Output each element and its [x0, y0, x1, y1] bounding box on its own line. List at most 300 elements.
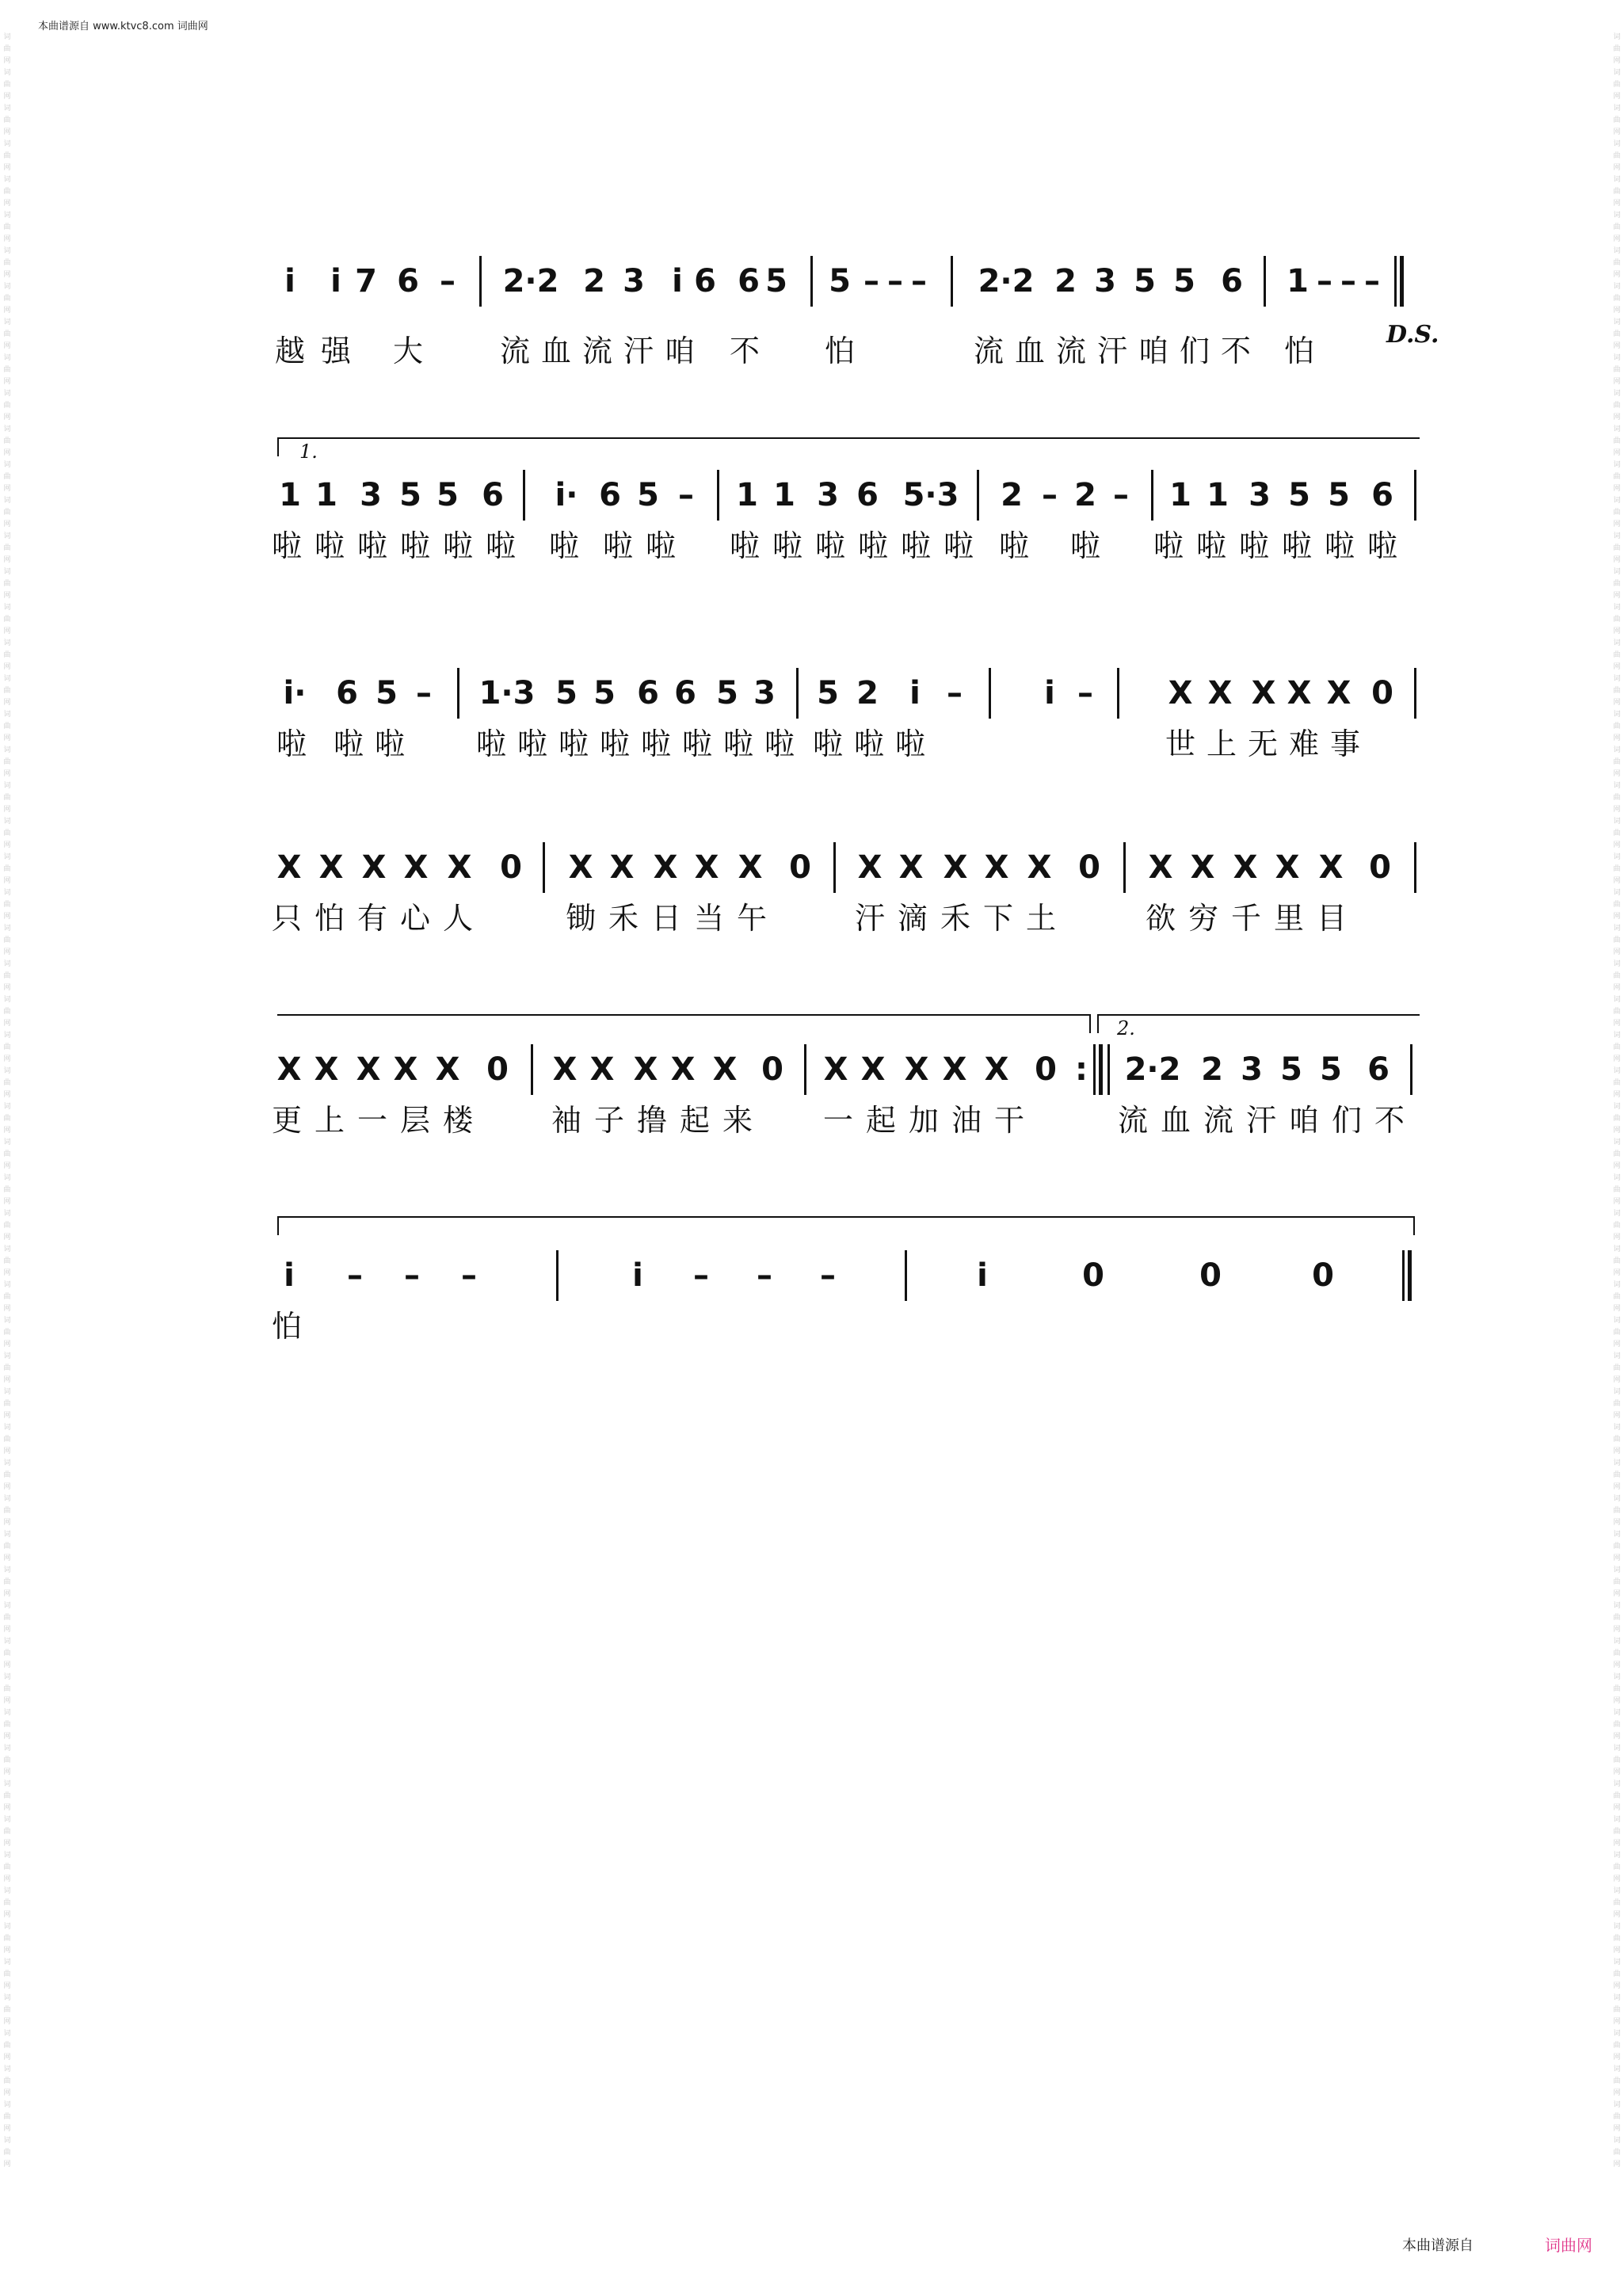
lyric: 血 — [1160, 1103, 1191, 1138]
side-watermark-char: 曲 — [3, 544, 11, 552]
side-watermark-char: 网 — [1613, 592, 1621, 600]
note: X — [694, 849, 719, 886]
barline — [977, 470, 979, 521]
lyric: 啦 — [485, 528, 517, 563]
side-watermark-char: 词 — [1613, 532, 1621, 540]
side-watermark-char: 词 — [3, 1531, 11, 1539]
side-watermark-char: 词 — [1613, 1139, 1621, 1146]
side-watermark-char: 曲 — [1613, 1150, 1621, 1158]
side-watermark-char: 网 — [3, 1554, 11, 1562]
side-watermark-char: 词 — [1613, 497, 1621, 505]
note: X — [403, 849, 429, 886]
side-watermark-char: 曲 — [3, 651, 11, 659]
note: X — [1251, 675, 1276, 711]
side-watermark-char: 词 — [3, 1923, 11, 1931]
note: 5 — [1134, 263, 1156, 299]
side-watermark-char: 网 — [1613, 1341, 1621, 1348]
note: 0 — [486, 1051, 509, 1088]
lyric: 袖 — [551, 1103, 582, 1138]
side-watermark-char: 词 — [3, 105, 11, 113]
side-watermark-char: 曲 — [3, 259, 11, 267]
lyric: 起 — [679, 1103, 711, 1138]
lyric: 禾 — [940, 901, 971, 936]
side-watermark-char: 网 — [1613, 1804, 1621, 1812]
note: i — [977, 1257, 988, 1294]
side-watermark-char: 曲 — [3, 1935, 11, 1943]
side-watermark-char: 网 — [3, 164, 11, 172]
note: i — [284, 263, 295, 299]
lyric: 啦 — [645, 528, 677, 563]
side-watermark-char: 曲 — [3, 2042, 11, 2050]
side-watermark-char: 曲 — [3, 616, 11, 624]
side-watermark-char: 词 — [3, 1352, 11, 1360]
note: 6 — [1371, 477, 1393, 513]
side-watermark-char: 曲 — [3, 295, 11, 303]
note: X — [393, 1051, 418, 1088]
note: 6 — [397, 263, 419, 299]
note: X — [943, 849, 968, 886]
note: 6 — [336, 675, 358, 711]
side-watermark-char: 网 — [1613, 342, 1621, 350]
side-watermark-char: 词 — [3, 746, 11, 754]
side-watermark-char: 曲 — [1613, 1685, 1621, 1693]
volta-2-bracket — [1097, 1014, 1420, 1033]
side-watermark-char: 词 — [3, 782, 11, 790]
footer-logo[interactable]: 词曲网 — [1545, 2236, 1592, 2255]
side-watermark-char: 网 — [3, 841, 11, 849]
side-watermark-char: 词 — [1613, 105, 1621, 113]
lyric: 不 — [1374, 1103, 1405, 1138]
side-watermark-char: 网 — [1613, 271, 1621, 279]
side-watermark-char: 网 — [1613, 1982, 1621, 1990]
lyric: 啦 — [333, 727, 364, 761]
side-watermark-char: 网 — [1613, 128, 1621, 136]
side-watermark-char: 网 — [3, 93, 11, 101]
side-watermark-char: 词 — [1613, 996, 1621, 1004]
lyric: 强 — [320, 334, 352, 368]
side-watermark-char: 网 — [1613, 2125, 1621, 2133]
side-watermark-char: 词 — [3, 1638, 11, 1646]
side-watermark-char: 网 — [3, 699, 11, 707]
side-watermark-char: 网 — [1613, 1661, 1621, 1669]
note: X — [857, 849, 883, 886]
note: 0 — [1369, 849, 1391, 886]
note: i — [1044, 675, 1055, 711]
lyric: 来 — [722, 1103, 753, 1138]
side-watermark-char: 词 — [3, 2065, 11, 2073]
side-watermark-char: 网 — [1613, 1091, 1621, 1099]
side-watermark-char: 词 — [3, 568, 11, 576]
lyric: 啦 — [1281, 528, 1313, 563]
lyric: 咱 — [1138, 334, 1169, 368]
lyric: 下 — [982, 901, 1014, 936]
lyric: 啦 — [271, 528, 303, 563]
side-watermark-char: 曲 — [1613, 865, 1621, 873]
side-watermark-char: 网 — [1613, 164, 1621, 172]
side-watermark-char: 词 — [3, 1388, 11, 1396]
side-watermark-char: 曲 — [3, 936, 11, 944]
note: 5 — [1280, 1051, 1302, 1088]
side-watermark-char: 曲 — [3, 2077, 11, 2085]
side-watermark-char: 词 — [1613, 1245, 1621, 1253]
note: 1 — [1207, 477, 1229, 513]
side-watermark-char: 曲 — [1613, 1115, 1621, 1123]
side-watermark-char: 网 — [3, 1020, 11, 1028]
side-watermark-char: 网 — [3, 1055, 11, 1063]
side-watermark-char: 网 — [1613, 2018, 1621, 2026]
barline — [951, 256, 953, 307]
lyric: 啦 — [356, 528, 388, 563]
side-watermark-char: 曲 — [3, 830, 11, 837]
barline — [543, 842, 545, 893]
side-watermark-char: 词 — [3, 532, 11, 540]
note: 0 — [1035, 1051, 1057, 1088]
side-watermark-char: 网 — [3, 200, 11, 208]
side-watermark-char: 网 — [3, 1269, 11, 1277]
note: X — [1148, 849, 1173, 886]
side-watermark-char: 词 — [1613, 1887, 1621, 1895]
lyric: 咱 — [1288, 1103, 1320, 1138]
lyric: 啦 — [1324, 528, 1355, 563]
lyric: 大 — [392, 334, 424, 368]
note: X — [984, 1051, 1009, 1088]
side-watermark-char: 词 — [3, 1174, 11, 1182]
side-watermark-char: 网 — [3, 734, 11, 742]
lyric: 当 — [693, 901, 725, 936]
note: – — [1042, 477, 1058, 513]
side-watermark-char: 曲 — [1613, 2149, 1621, 2157]
side-watermark-char: 词 — [3, 1745, 11, 1753]
note: 3 — [817, 477, 839, 513]
note: – — [911, 263, 927, 299]
side-watermark-char: 网 — [3, 948, 11, 956]
side-watermark-char: 曲 — [1613, 616, 1621, 624]
side-watermark-char: 曲 — [3, 1115, 11, 1123]
side-watermark-char: 曲 — [1613, 972, 1621, 980]
side-watermark-char: 曲 — [3, 1685, 11, 1693]
note: 0 — [1312, 1257, 1334, 1294]
side-watermark-char: 曲 — [1613, 223, 1621, 231]
note: 6 — [599, 477, 621, 513]
side-watermark-char: 网 — [3, 1341, 11, 1348]
lyric: 啦 — [599, 727, 631, 761]
side-watermark-char: 词 — [1613, 2101, 1621, 2109]
repeat-dots: : — [1075, 1051, 1088, 1088]
side-watermark-char: 曲 — [1613, 116, 1621, 124]
note: i· — [555, 477, 578, 513]
side-watermark-char: 词 — [3, 1959, 11, 1966]
side-watermark-char: 网 — [3, 1947, 11, 1955]
side-watermark-char: 网 — [1613, 1055, 1621, 1063]
side-watermark-char: 词 — [1613, 782, 1621, 790]
note: X — [738, 849, 763, 886]
lyric: 啦 — [276, 727, 307, 761]
side-watermark-char: 词 — [1613, 354, 1621, 362]
note: 6 — [482, 477, 504, 513]
side-watermark-char: 词 — [3, 818, 11, 826]
side-watermark-char: 网 — [1613, 2161, 1621, 2168]
side-watermark-left — [2, 32, 13, 2249]
barline — [1123, 842, 1126, 893]
side-watermark-char: 词 — [1613, 247, 1621, 255]
note: 6 — [1367, 1051, 1390, 1088]
note: 6 — [856, 477, 879, 513]
note: 2 — [1001, 477, 1023, 513]
side-watermark-char: 曲 — [1613, 295, 1621, 303]
side-watermark-char: 网 — [3, 984, 11, 992]
lyric: 啦 — [314, 528, 345, 563]
side-watermark-char: 曲 — [1613, 366, 1621, 374]
note: – — [693, 1257, 709, 1294]
barline — [989, 668, 991, 719]
lyric: 怕 — [1283, 334, 1315, 368]
side-watermark-char: 曲 — [3, 1293, 11, 1301]
side-watermark-char: 曲 — [3, 1008, 11, 1016]
lyric: 上 — [1206, 727, 1237, 761]
side-watermark-char: 曲 — [3, 1650, 11, 1657]
side-watermark-char: 曲 — [1613, 1614, 1621, 1622]
side-watermark-char: 网 — [3, 1875, 11, 1883]
side-watermark-char: 曲 — [1613, 723, 1621, 730]
side-watermark-char: 词 — [1613, 1566, 1621, 1574]
side-watermark-char: 网 — [3, 2161, 11, 2168]
lyric: 啦 — [1367, 528, 1398, 563]
side-watermark-char: 曲 — [1613, 1721, 1621, 1729]
side-watermark-char: 曲 — [1613, 1329, 1621, 1337]
side-watermark-char: 词 — [3, 176, 11, 184]
lyric: 汗 — [1096, 334, 1128, 368]
side-watermark-char: 词 — [1613, 1103, 1621, 1111]
side-watermark-char: 网 — [3, 556, 11, 564]
note: X — [712, 1051, 738, 1088]
side-watermark-char: 词 — [3, 1424, 11, 1432]
side-watermark-char: 曲 — [3, 1543, 11, 1551]
side-watermark-char: 网 — [1613, 1162, 1621, 1170]
side-watermark-char: 网 — [3, 770, 11, 778]
side-watermark-char: 网 — [1613, 307, 1621, 315]
barline — [1264, 256, 1266, 307]
note: X — [1207, 675, 1233, 711]
side-watermark-char: 词 — [3, 711, 11, 719]
side-watermark-char: 词 — [1613, 212, 1621, 219]
side-watermark-char: 曲 — [3, 1614, 11, 1622]
side-watermark-char: 曲 — [3, 437, 11, 445]
note: – — [347, 1257, 363, 1294]
note: i — [284, 1257, 295, 1294]
side-watermark-char: 网 — [1613, 1875, 1621, 1883]
note: X — [984, 849, 1009, 886]
lyric: 啦 — [943, 528, 974, 563]
side-watermark-char: 曲 — [3, 366, 11, 374]
side-watermark-char: 网 — [3, 1127, 11, 1135]
volta-2-label: 2. — [1117, 1017, 1135, 1039]
side-watermark-char: 曲 — [1613, 1257, 1621, 1265]
side-watermark-char: 词 — [3, 461, 11, 469]
note: X — [435, 1051, 460, 1088]
note: 6 — [738, 263, 760, 299]
side-watermark-char: 曲 — [1613, 1364, 1621, 1372]
side-watermark-char: 网 — [1613, 913, 1621, 921]
lyric: 禾 — [608, 901, 639, 936]
note: 5 — [765, 263, 787, 299]
note: 5 — [593, 675, 616, 711]
note: 3 — [360, 477, 382, 513]
side-watermark-char: 网 — [3, 1911, 11, 1919]
note: X — [823, 1051, 848, 1088]
side-watermark-char: 曲 — [3, 580, 11, 588]
lyric: 啦 — [998, 528, 1030, 563]
lyric: 不 — [1220, 334, 1252, 368]
lyric: 血 — [1014, 334, 1046, 368]
lyric: 不 — [729, 334, 761, 368]
side-watermark-char: 曲 — [3, 865, 11, 873]
side-watermark-char: 词 — [3, 675, 11, 683]
note: X — [1027, 849, 1052, 886]
side-watermark-char: 词 — [3, 996, 11, 1004]
lyric: 只 — [271, 901, 303, 936]
lyric: 啦 — [602, 528, 634, 563]
side-watermark-char: 网 — [3, 877, 11, 885]
lyric: 啦 — [374, 727, 406, 761]
side-watermark-char: 曲 — [3, 116, 11, 124]
side-watermark-char: 网 — [3, 913, 11, 921]
lyric: 啦 — [814, 528, 846, 563]
side-watermark-char: 网 — [1613, 1198, 1621, 1206]
note: 5·3 — [902, 477, 959, 513]
side-watermark-char: 词 — [1613, 2137, 1621, 2145]
note: – — [1317, 263, 1332, 299]
note: 3 — [1241, 1051, 1263, 1088]
lyric: 流 — [1055, 334, 1087, 368]
side-watermark-char: 曲 — [3, 188, 11, 196]
note: X — [633, 1051, 658, 1088]
double-barline — [1394, 256, 1404, 307]
note: X — [552, 1051, 578, 1088]
lyric: 流 — [1117, 1103, 1149, 1138]
side-watermark-char: 词 — [1613, 1210, 1621, 1218]
lyric: 啦 — [681, 727, 713, 761]
ds-mark: D.S. — [1386, 321, 1439, 349]
note: 3 — [1094, 263, 1116, 299]
side-watermark-char: 网 — [1613, 1840, 1621, 1848]
side-watermark-char: 曲 — [1613, 437, 1621, 445]
note: 5 — [376, 675, 398, 711]
side-watermark-char: 词 — [1613, 925, 1621, 933]
note: X — [568, 849, 593, 886]
side-watermark-char: 词 — [3, 1994, 11, 2002]
side-watermark-char: 词 — [1613, 461, 1621, 469]
side-watermark-char: 网 — [1613, 1733, 1621, 1741]
side-watermark-char: 网 — [3, 1412, 11, 1420]
side-watermark-char: 网 — [3, 592, 11, 600]
note: X — [609, 849, 635, 886]
side-watermark-char: 曲 — [1613, 509, 1621, 517]
side-watermark-char: 曲 — [1613, 1222, 1621, 1230]
lyric: 油 — [951, 1103, 982, 1138]
lyric: 啦 — [900, 528, 932, 563]
side-watermark-char: 网 — [3, 1162, 11, 1170]
side-watermark-char: 网 — [1613, 841, 1621, 849]
note: 0 — [1199, 1257, 1222, 1294]
side-watermark-char: 曲 — [3, 2149, 11, 2157]
lyric: 午 — [736, 901, 768, 936]
side-watermark-char: 词 — [3, 1673, 11, 1681]
side-watermark-char: 网 — [3, 235, 11, 243]
barline — [1117, 668, 1119, 719]
lyric: 心 — [399, 901, 431, 936]
side-watermark-char: 曲 — [3, 1222, 11, 1230]
note: 0 — [500, 849, 522, 886]
lyric: 流 — [973, 334, 1005, 368]
barline — [523, 470, 525, 521]
side-watermark-char: 曲 — [1613, 1293, 1621, 1301]
barline — [556, 1250, 558, 1301]
side-watermark-char: 网 — [1613, 984, 1621, 992]
side-watermark-char: 词 — [3, 889, 11, 897]
side-watermark-char: 网 — [3, 521, 11, 528]
barline — [804, 1044, 806, 1095]
side-watermark-char: 词 — [1613, 319, 1621, 326]
side-watermark-char: 曲 — [3, 81, 11, 89]
note: 2·2 — [1124, 1051, 1181, 1088]
note: X — [356, 1051, 381, 1088]
side-watermark-char: 词 — [1613, 1673, 1621, 1681]
note: – — [440, 263, 456, 299]
side-watermark-char: 词 — [3, 497, 11, 505]
side-watermark-char: 网 — [1613, 877, 1621, 885]
note: 2 — [1074, 477, 1096, 513]
barline — [1414, 470, 1416, 521]
footer-credit: 本曲谱源自 — [1402, 2237, 1473, 2254]
side-watermark-char: 词 — [3, 1495, 11, 1503]
note: X — [1168, 675, 1193, 711]
note: X — [361, 849, 387, 886]
note: 0 — [1371, 675, 1393, 711]
side-watermark-char: 词 — [1613, 283, 1621, 291]
lyric: 流 — [581, 334, 613, 368]
side-watermark-char: 词 — [3, 1245, 11, 1253]
note: 5 — [1288, 477, 1310, 513]
side-watermark-char: 词 — [3, 1602, 11, 1610]
side-watermark-char: 网 — [1613, 1947, 1621, 1955]
lyric: 啦 — [548, 528, 580, 563]
side-watermark-char: 词 — [1613, 1067, 1621, 1075]
side-watermark-char: 词 — [1613, 1495, 1621, 1503]
side-watermark-char: 曲 — [1613, 2113, 1621, 2121]
side-watermark-char: 词 — [3, 1281, 11, 1289]
side-watermark-char: 词 — [1613, 1959, 1621, 1966]
barline — [1414, 668, 1416, 719]
lyric: 啦 — [1238, 528, 1270, 563]
side-watermark-char: 词 — [1613, 1602, 1621, 1610]
lyric: 越 — [274, 334, 306, 368]
side-watermark-char: 曲 — [3, 1436, 11, 1444]
lyric: 啦 — [640, 727, 672, 761]
side-watermark-char: 网 — [3, 1234, 11, 1242]
lyric: 血 — [540, 334, 572, 368]
side-watermark-char: 网 — [1613, 1020, 1621, 1028]
side-watermark-char: 词 — [1613, 1317, 1621, 1325]
note: 6 — [637, 675, 659, 711]
barline — [905, 1250, 907, 1301]
note: – — [678, 477, 694, 513]
note: 0 — [1082, 1257, 1104, 1294]
side-watermark-char: 词 — [3, 2137, 11, 2145]
side-watermark-char: 曲 — [3, 1828, 11, 1836]
side-watermark-char: 曲 — [3, 758, 11, 766]
side-watermark-char: 词 — [1613, 853, 1621, 861]
lyric: 撸 — [636, 1103, 668, 1138]
